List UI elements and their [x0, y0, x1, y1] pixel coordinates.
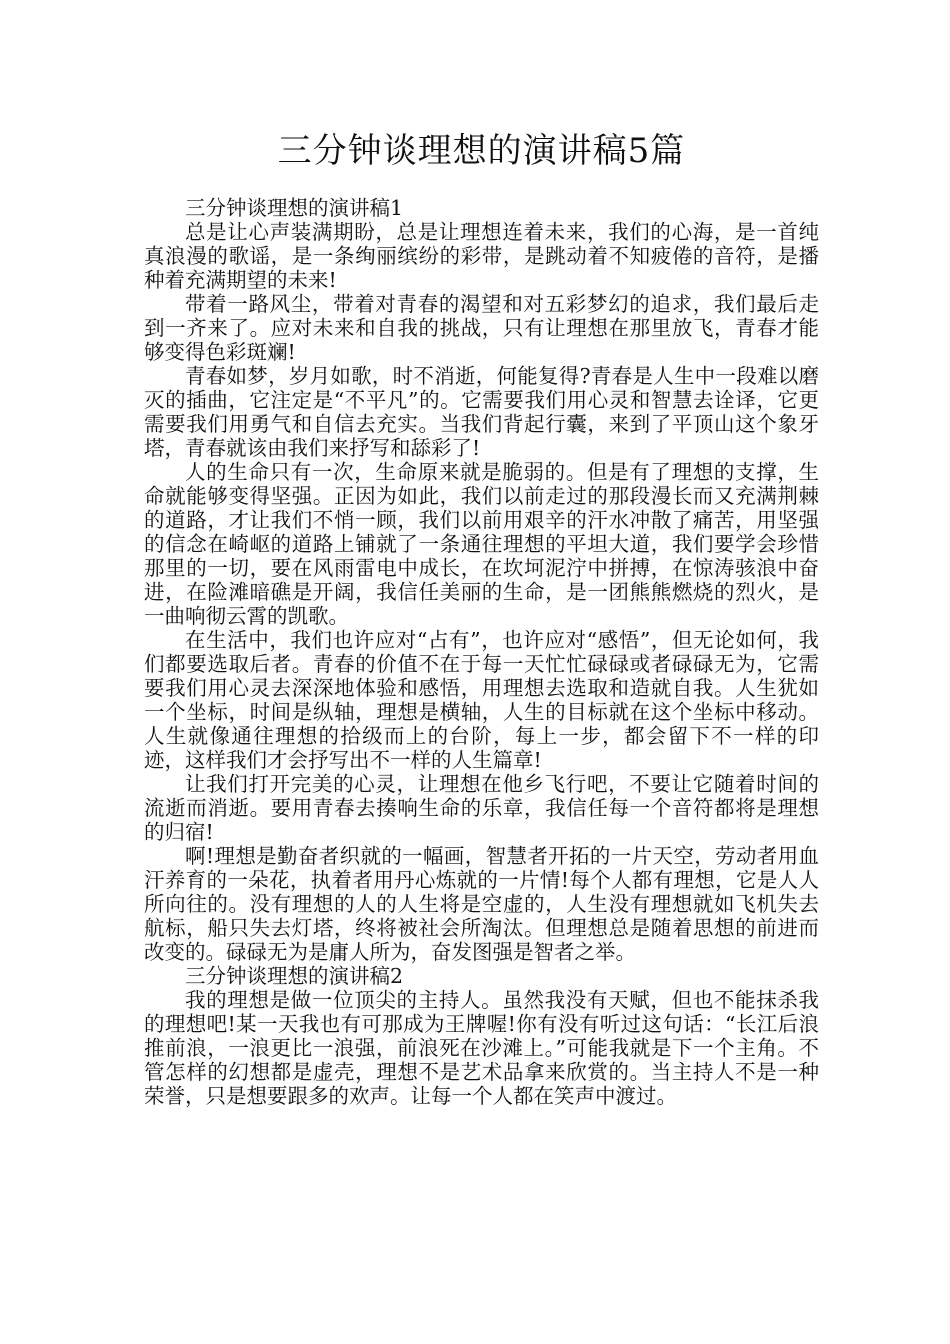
- paragraph: 在生活中，我们也许应对“占有”，也许应对“感悟”，但无论如何，我们都要选取后者。青春的价值不在于每一天忙忙碌碌或者碌碌无为，它需要我们用心灵去深深地体验和感悟，用理想去选取和造就自我。人生犹如一个坐标，时间是纵轴，理想是横轴，人生的目标就在这个坐标中移动。人生就像通往理想的拾级而上的台阶，每上一步，都会留下不一样的印迹，这样我们才会抒写出不一样的人生篇章!: [144, 628, 819, 772]
- paragraph: 总是让心声装满期盼，总是让理想连着未来，我们的心海，是一首纯真浪漫的歌谣，是一条绚丽缤纷的彩带，是跳动着不知疲倦的音符，是播种着充满期望的未来!: [144, 220, 819, 292]
- document-body: [144, 196, 819, 1108]
- paragraph: 我的理想是做一位顶尖的主持人。虽然我没有天赋，但也不能抹杀我的理想吧!某一天我也有可那成为王牌喔!你有没有听过这句话：“长江后浪推前浪，一浪更比一浪强，前浪死在沙滩上。”可能我就是下一个主角。不管怎样的幻想都是虚壳，理想不是艺术品拿来欣赏的。当主持人不是一种荣誉，只是想要跟多的欢声。让每一个人都在笑声中渡过。: [144, 988, 819, 1108]
- section-heading: 三分钟谈理想的演讲稿1: [185, 196, 404, 220]
- document-title: 三分钟谈理想的演讲稿5篇: [277, 131, 686, 171]
- paragraph: 带着一路风尘，带着对青春的渴望和对五彩梦幻的追求，我们最后走到一齐来了。应对未来和自我的挑战，只有让理想在那里放飞，青春才能够变得色彩斑斓!: [144, 292, 819, 364]
- paragraph: 啊!理想是勤奋者织就的一幅画，智慧者开拓的一片天空，劳动者用血汗养育的一朵花，执着者用丹心炼就的一片情!每个人都有理想，它是人人所向往的。没有理想的人的人生将是空虚的，人生没有理想就如飞机失去航标，船只失去灯塔，终将被社会所淘汰。但理想总是随着思想的前进而改变的。碌碌无为是庸人所为，奋发图强是智者之举。: [144, 844, 819, 964]
- document-page: [144, 128, 819, 1108]
- section-heading: 三分钟谈理想的演讲稿2: [185, 964, 404, 988]
- paragraph: 人的生命只有一次，生命原来就是脆弱的。但是有了理想的支撑，生命就能够变得坚强。正因为如此，我们以前走过的那段漫长而又充满荆棘的道路，才让我们不悄一顾，我们以前用艰辛的汗水冲散了痛苦，用坚强的信念在崎岖的道路上铺就了一条通往理想的平坦大道，我们要学会珍惜那里的一切，要在风雨雷电中成长，在坎坷泥泞中拼搏，在惊涛骇浪中奋进，在险滩暗礁是开阔，我信任美丽的生命，是一团熊熊燃烧的烈火，是一曲响彻云霄的凯歌。: [144, 460, 819, 628]
- paragraph: 青春如梦，岁月如歌，时不消逝，何能复得?青春是人生中一段难以磨灭的插曲，它注定是“不平凡”的。它需要我们用心灵和智慧去诠译，它更需要我们用勇气和自信去充实。当我们背起行囊，来到了平顶山这个象牙塔，青春就该由我们来抒写和舔彩了!: [144, 364, 819, 460]
- paragraph: 让我们打开完美的心灵，让理想在他乡飞行吧，不要让它随着时间的流逝而消逝。要用青春去揍响生命的乐章，我信任每一个音符都将是理想的归宿!: [144, 772, 819, 844]
